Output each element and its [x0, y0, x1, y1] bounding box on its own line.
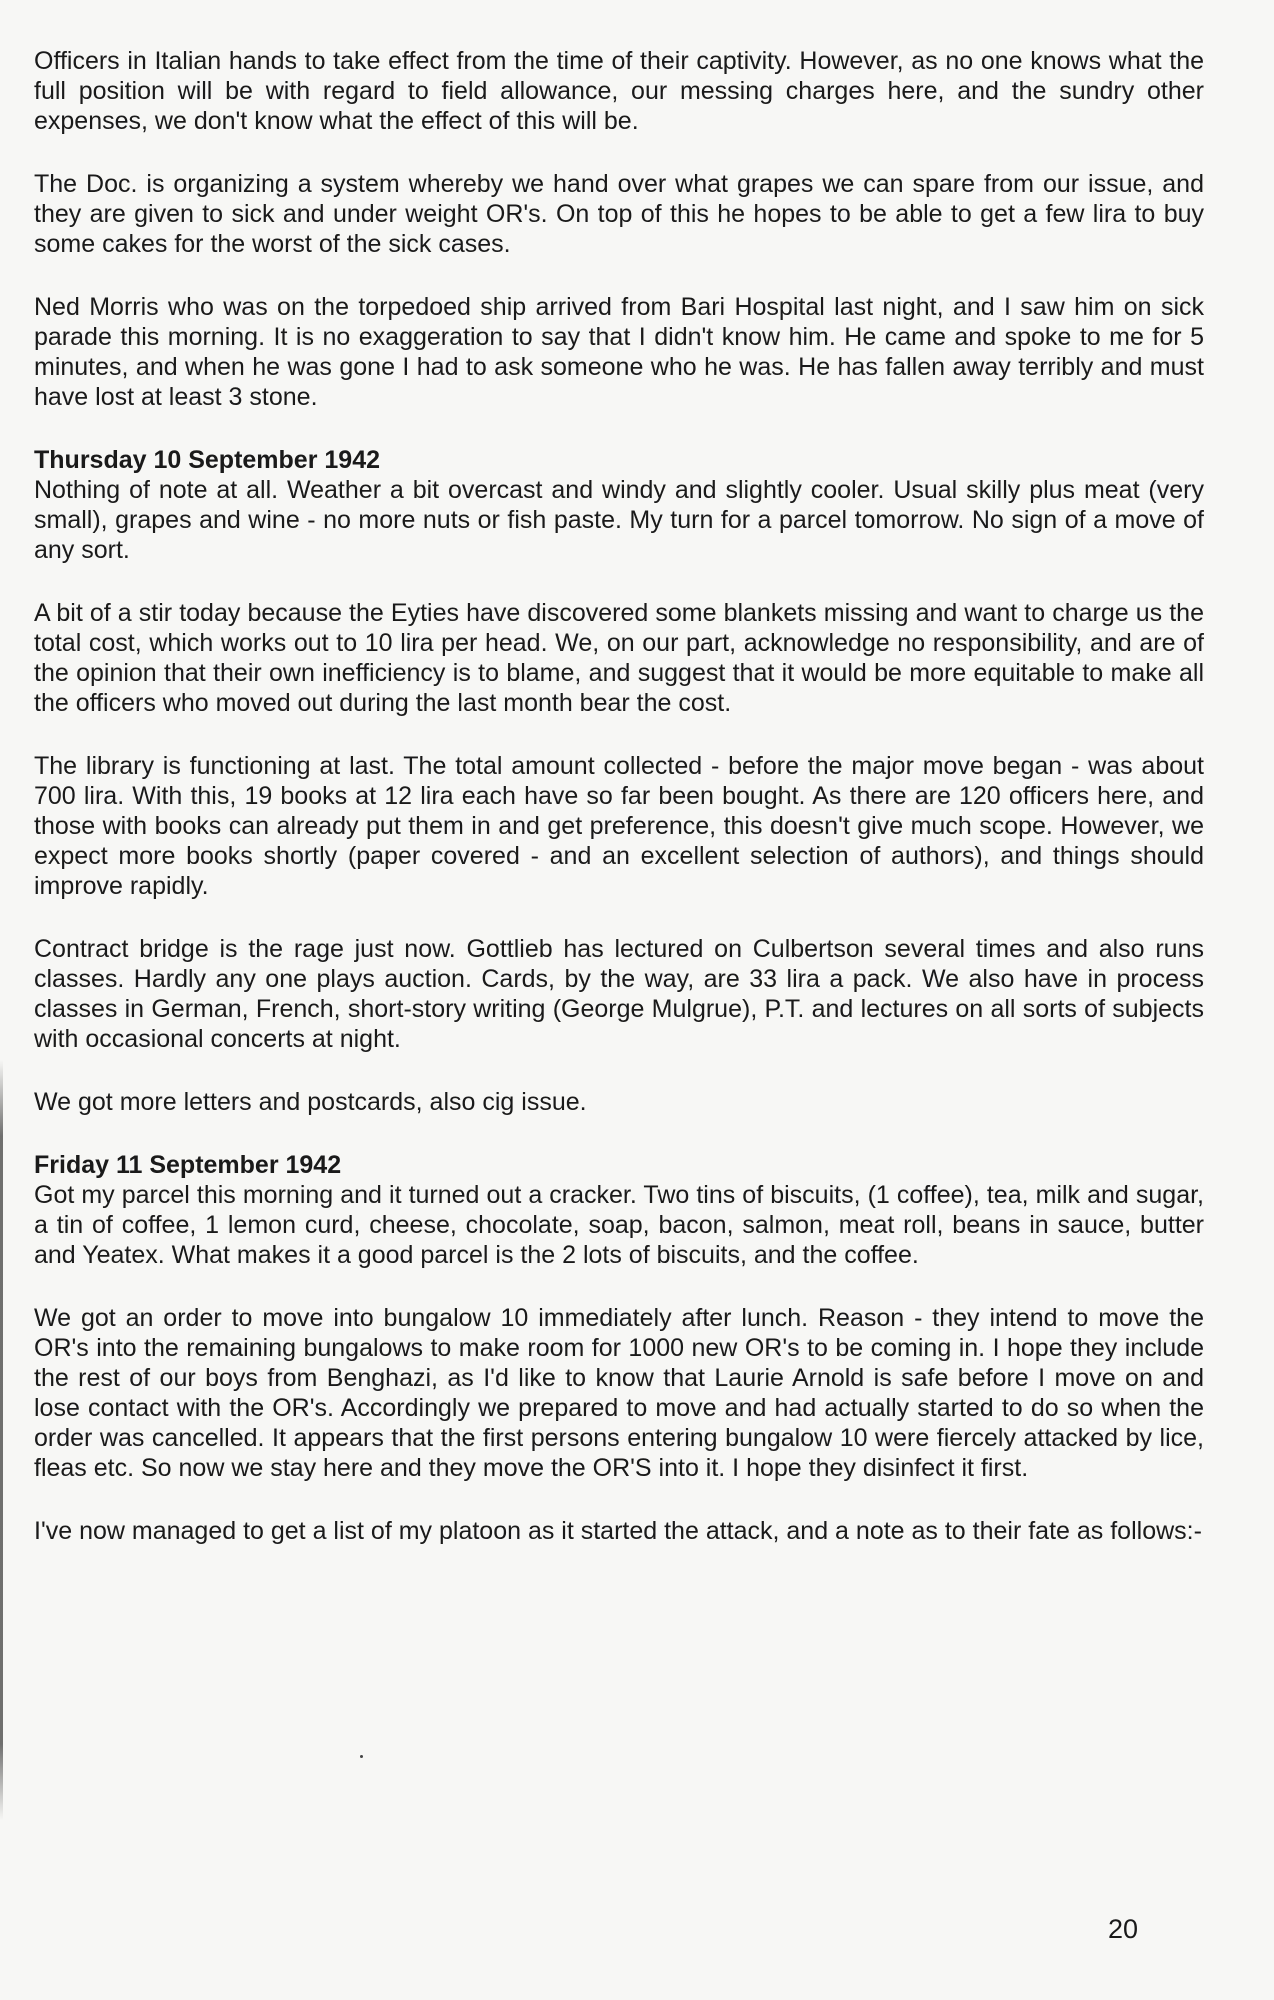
paragraph: We got more letters and postcards, also cig issue.: [34, 1088, 587, 1116]
entry-date-heading: Thursday 10 September 1942: [34, 446, 380, 474]
paragraph: Ned Morris who was on the torpedoed ship arrived from Bari Hospital last night, and I saw him on sick parade this morning. It is no exaggeration to say that I didn't know him. He came and spoke to me for 5 minutes, and when he was gone I had to ask someone who he was. He has fallen away terribly and must have lost at least 3 stone.: [34, 293, 1204, 411]
scan-speck: [360, 1755, 363, 1758]
scan-shadow-edge: [0, 1060, 3, 1820]
entry-date-heading: Friday 11 September 1942: [34, 1151, 342, 1179]
paragraph: Nothing of note at all. Weather a bit overcast and windy and slightly cooler. Usual skilly plus meat (very small), grapes and wine - no more nuts or fish paste. My turn for a parcel tomorrow. No sign of a move of any sort.: [34, 476, 1204, 564]
paragraph: Contract bridge is the rage just now. Gottlieb has lectured on Culbertson several times and also runs classes. Hardly any one plays auction. Cards, by the way, are 33 lira a pack. We also have in process classes in German, French, short-story writing (George Mulgrue), P.T. and lectures on all sorts of subjects with occasional concerts at night.: [34, 935, 1204, 1053]
paragraph: The Doc. is organizing a system whereby we hand over what grapes we can spare from our issue, and they are given to sick and under weight OR's. On top of this he hopes to be able to get a few lira to buy some cakes for the worst of the sick cases.: [34, 170, 1204, 258]
paragraph: We got an order to move into bungalow 10 immediately after lunch. Reason - they intend to move the OR's into the remaining bungalows to make room for 1000 new OR's to be coming in. I hope they include the rest of our boys from Benghazi, as I'd like to know that Laurie Arnold is safe before I move on and lose contact with the OR's. Accordingly we prepared to move and had actually started to do so when the order was cancelled. It appears that the first persons entering bungalow 10 were fiercely attacked by lice, fleas etc. So now we stay here and they move the OR'S into it. I hope they disinfect it first.: [34, 1304, 1204, 1482]
paragraph: I've now managed to get a list of my platoon as it started the attack, and a note as to their fate as follows:-: [34, 1517, 1202, 1545]
paragraph: The library is functioning at last. The total amount collected - before the major move began - was about 700 lira. With this, 19 books at 12 lira each have so far been bought. As there are 120 officers here, and those with books can already put them in and get preference, this doesn't give much scope. However, we expect more books shortly (paper covered - and an excellent selection of authors), and things should improve rapidly.: [34, 752, 1204, 900]
paragraph: Officers in Italian hands to take effect from the time of their captivity. However, as no one knows what the full position will be with regard to field allowance, our messing charges here, and the sundry other expenses, we don't know what the effect of this will be.: [34, 47, 1204, 135]
diary-text: [34, 46, 1204, 1579]
paragraph: Got my parcel this morning and it turned out a cracker. Two tins of biscuits, (1 coffee), tea, milk and sugar, a tin of coffee, 1 lemon curd, cheese, chocolate, soap, bacon, salmon, meat roll, beans in sauce, butter and Yeatex. What makes it a good parcel is the 2 lots of biscuits, and the coffee.: [34, 1181, 1204, 1269]
page-number: 20: [1108, 1914, 1139, 1944]
paragraph: A bit of a stir today because the Eyties have discovered some blankets missing and want to charge us the total cost, which works out to 10 lira per head. We, on our part, acknowledge no responsibility, and are of the opinion that their own inefficiency is to blame, and suggest that it would be more equitable to make all the officers who moved out during the last month bear the cost.: [34, 599, 1204, 717]
